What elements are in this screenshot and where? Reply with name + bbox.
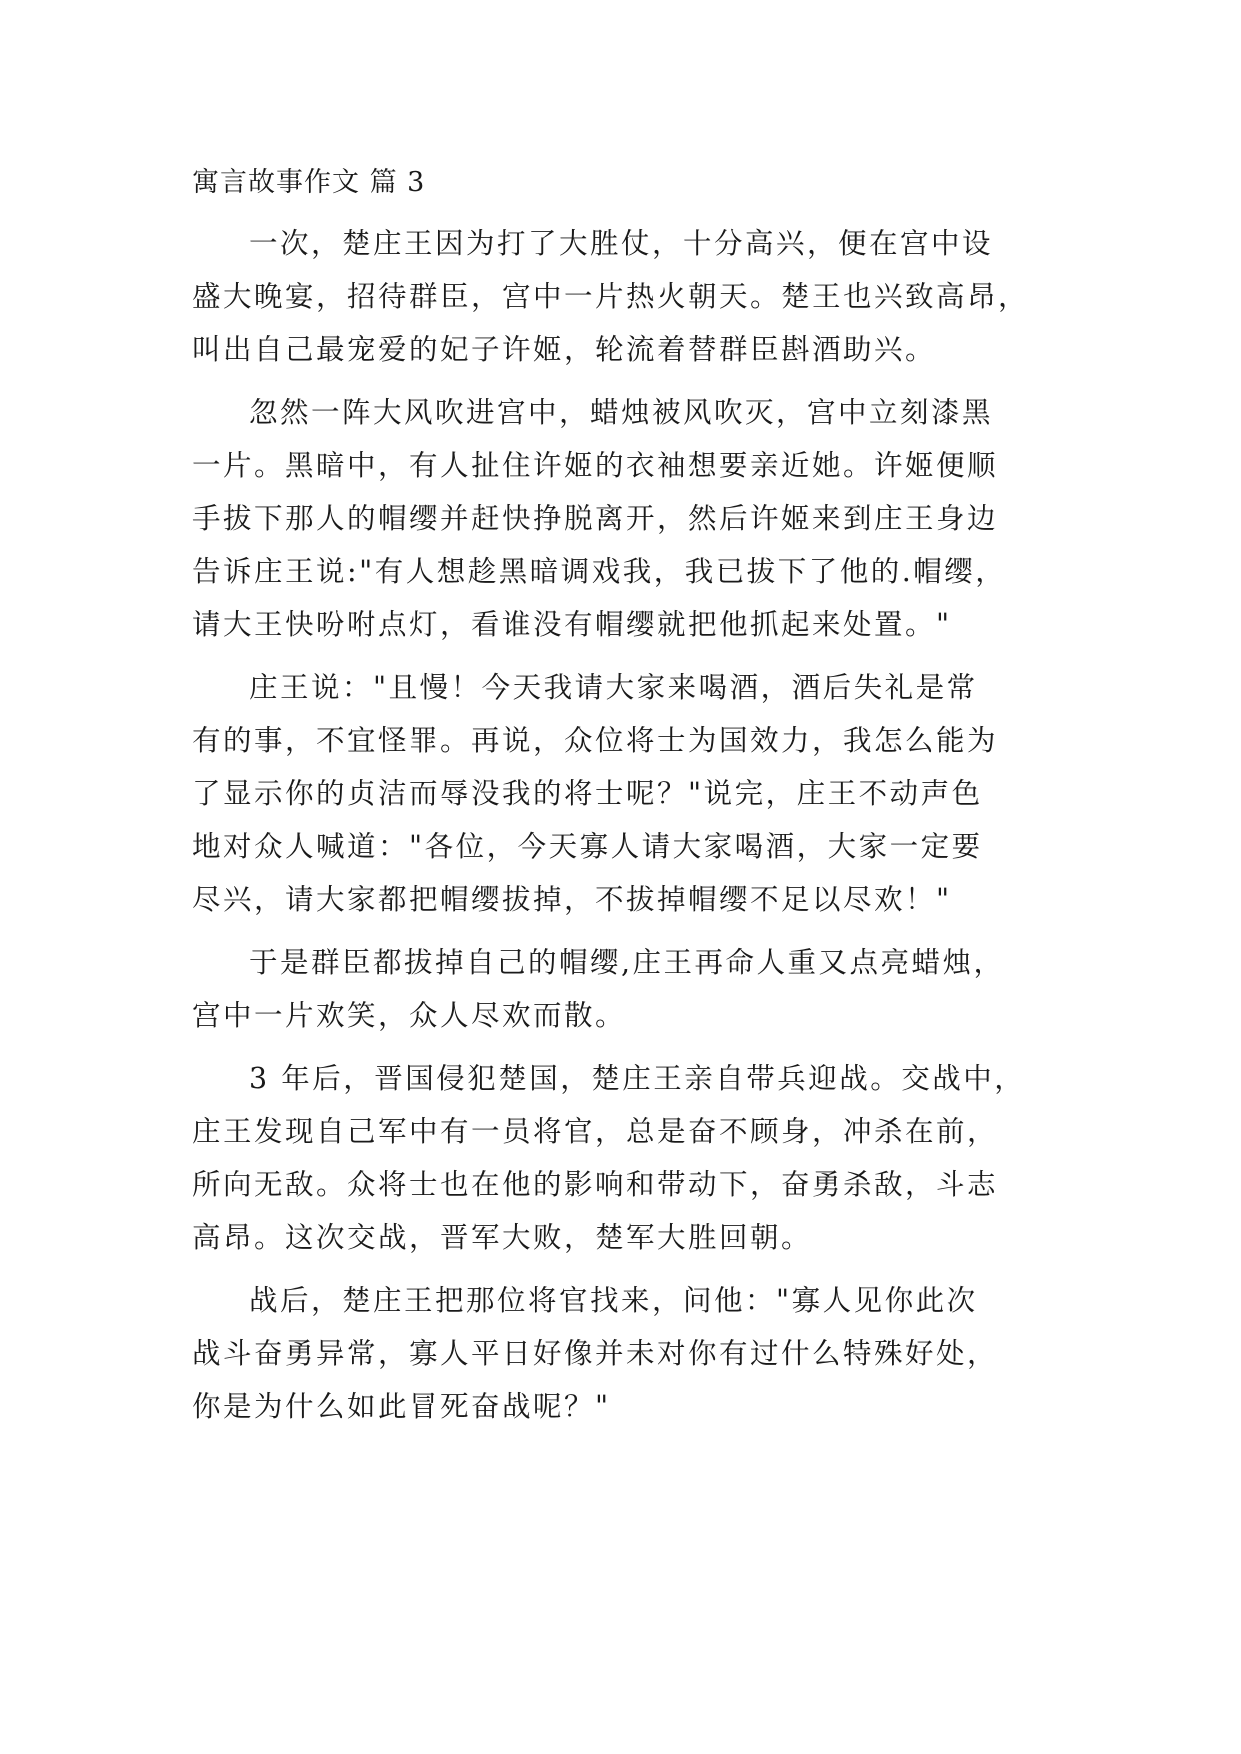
text-line: 叫出自己最宠爱的妃子许姬，轮流着替群臣斟酒助兴。	[192, 333, 937, 366]
text-line: 你是为什么如此冒死奋战呢？"	[192, 1390, 611, 1423]
paragraph-2	[192, 386, 1052, 651]
text-line: 请大王快吩咐点灯，看谁没有帽缨就把他抓起来处置。"	[192, 608, 952, 641]
text-line: 一片。黑暗中，有人扯住许姬的衣袖想要亲近她。许姬便顺	[192, 449, 999, 482]
text-line: 庄王说："且慢！今天我请大家来喝酒，酒后失礼是常	[249, 671, 978, 704]
document-title: 寓言故事作文 篇 3	[192, 167, 426, 198]
text-line: 告诉庄王说:"有人想趁黑暗调戏我，我已拔下了他的.帽缨，	[192, 555, 1007, 588]
text-line: 所向无敌。众将士也在他的影响和带动下，奋勇杀敌，斗志	[192, 1168, 999, 1201]
text-line: 高昂。这次交战，晋军大败，楚军大胜回朝。	[192, 1221, 813, 1254]
paragraph-5	[192, 1052, 1052, 1264]
text-line: 了显示你的贞洁而辱没我的将士呢？"说完，庄王不动声色	[192, 777, 983, 810]
document-body	[192, 163, 1052, 1443]
text-line: 手拔下那人的帽缨并赶快挣脱离开，然后许姬来到庄王身边	[192, 502, 999, 535]
text-line: 盛大晚宴，招待群臣，宫中一片热火朝天。楚王也兴致高昂，	[192, 280, 1030, 313]
paragraph-1	[192, 217, 1052, 376]
text-line: 战斗奋勇异常，寡人平日好像并未对你有过什么特殊好处，	[192, 1337, 999, 1370]
text-line: 尽兴，请大家都把帽缨拔掉，不拔掉帽缨不足以尽欢！"	[192, 883, 952, 916]
paragraph-6	[192, 1274, 1052, 1433]
paragraph-3	[192, 661, 1052, 926]
text-line: 地对众人喊道："各位，今天寡人请大家喝酒，大家一定要	[192, 830, 983, 863]
text-line: 有的事，不宜怪罪。再说，众位将士为国效力，我怎么能为	[192, 724, 999, 757]
text-line: 于是群臣都拔掉自己的帽缨,庄王再命人重又点亮蜡烛，	[249, 946, 1005, 979]
text-line: 3 年后，晋国侵犯楚国，楚庄王亲自带兵迎战。交战中，	[249, 1062, 1026, 1095]
text-line: 一次，楚庄王因为打了大胜仗，十分高兴，便在宫中设	[249, 227, 994, 260]
text-line: 忽然一阵大风吹进宫中，蜡烛被风吹灭，宫中立刻漆黑	[249, 396, 994, 429]
paragraph-4	[192, 936, 1052, 1042]
text-line: 宫中一片欢笑，众人尽欢而散。	[192, 999, 627, 1032]
text-line: 庄王发现自己军中有一员将官，总是奋不顾身，冲杀在前，	[192, 1115, 999, 1148]
text-line: 战后，楚庄王把那位将官找来，问他："寡人见你此次	[249, 1284, 978, 1317]
